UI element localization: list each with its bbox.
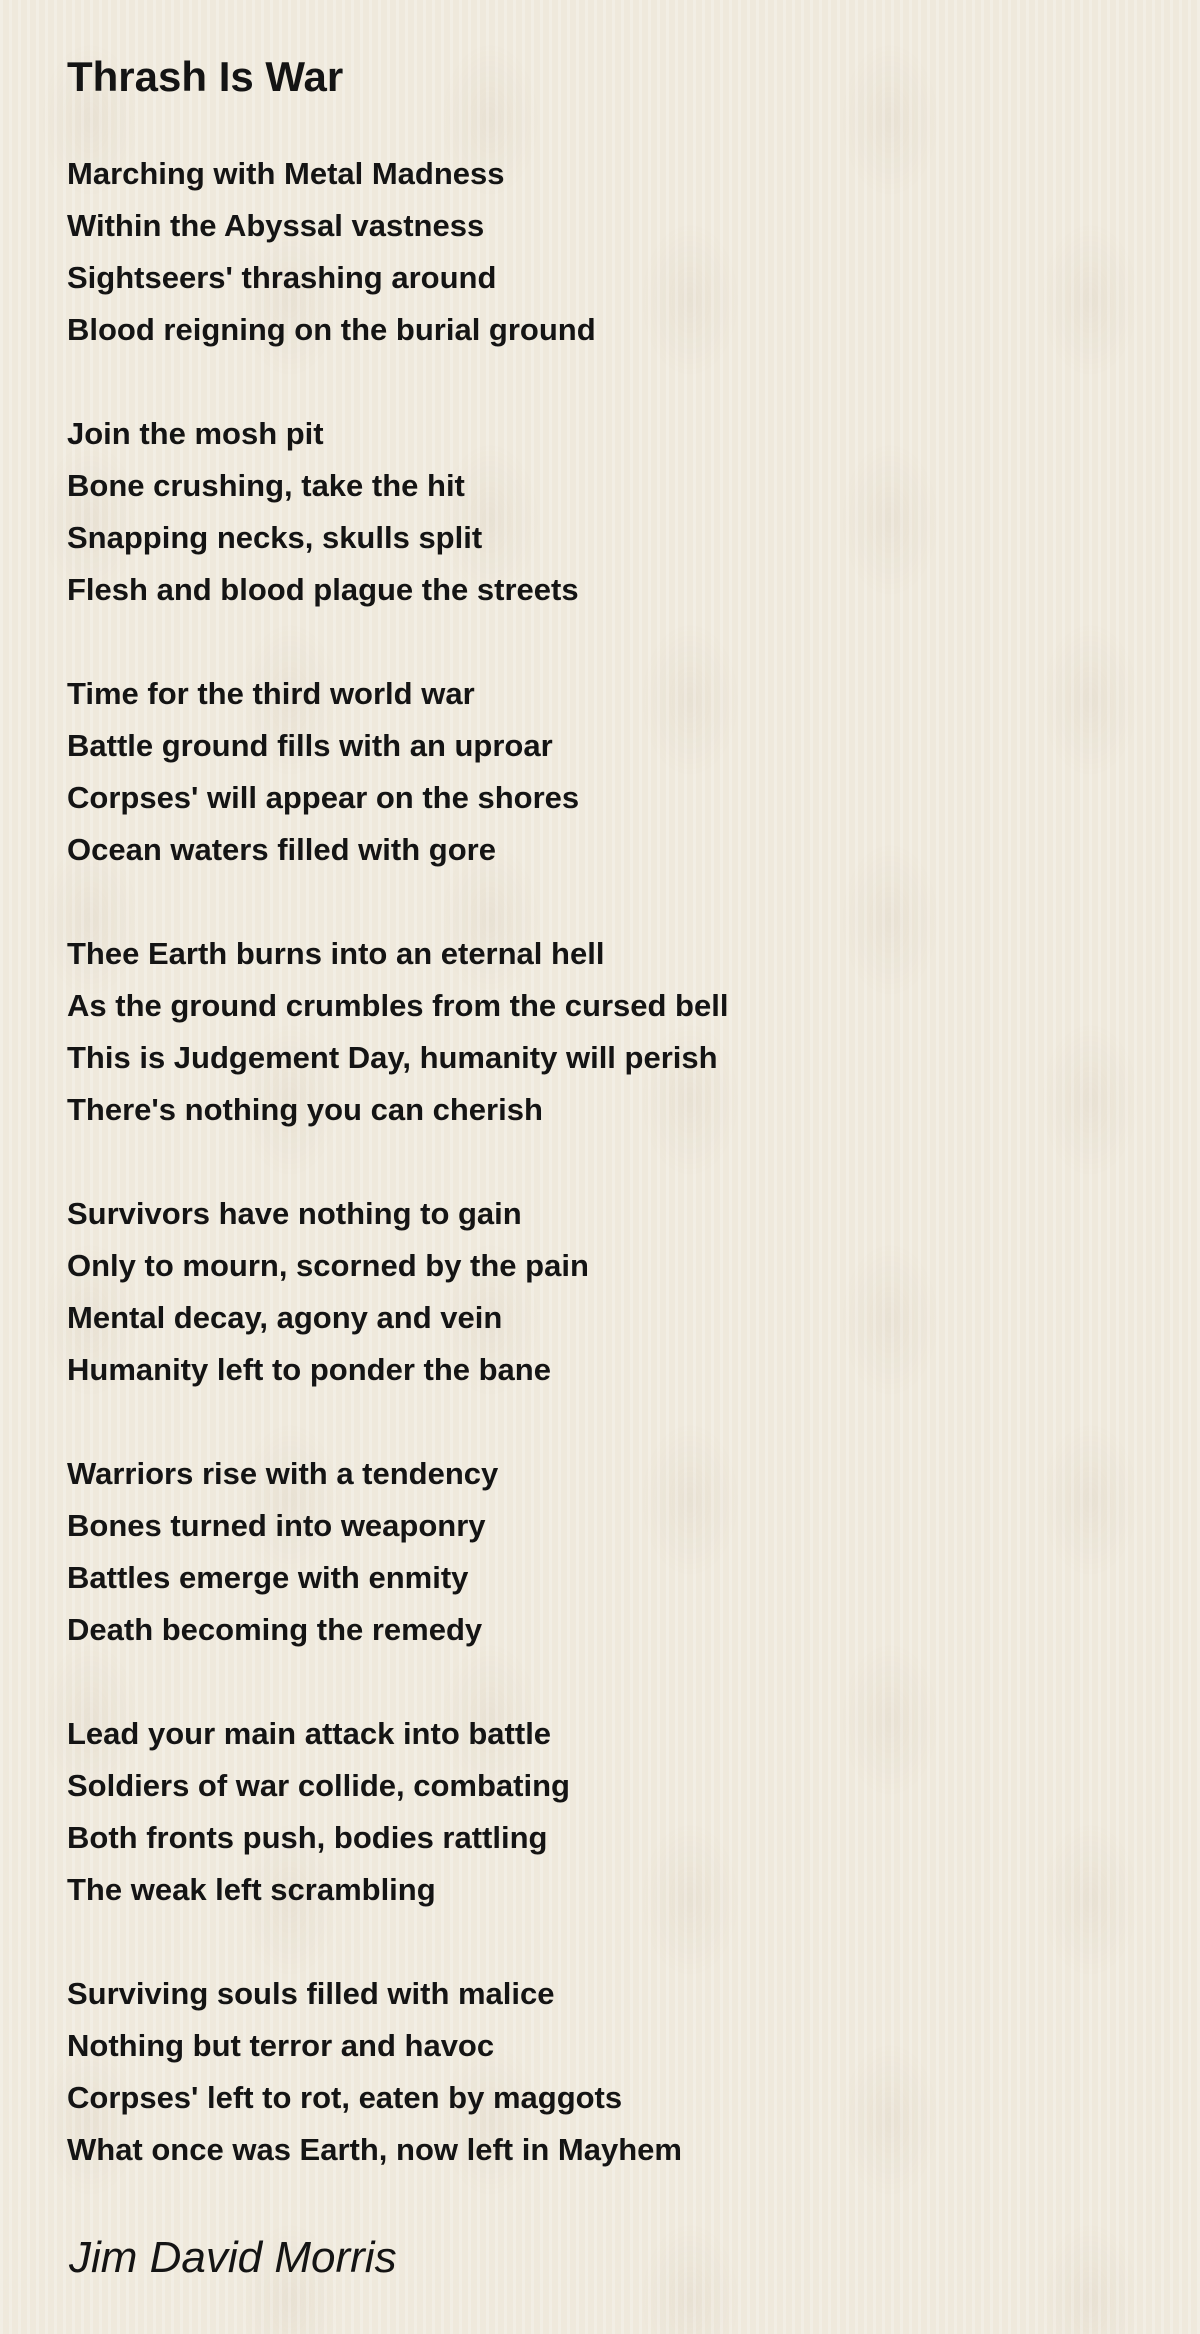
poem-line: Battles emerge with enmity (67, 1560, 469, 1595)
poem-line: There's nothing you can cherish (67, 1092, 543, 1127)
poem-line: Blood reigning on the burial ground (67, 312, 596, 347)
poem-title: Thrash Is War (67, 53, 344, 100)
stanza-6 (67, 1448, 728, 1656)
poem-body (67, 148, 728, 2228)
poem-line: The weak left scrambling (67, 1872, 436, 1907)
stanza-4 (67, 928, 728, 1136)
poem-line: Flesh and blood plague the streets (67, 572, 579, 607)
poem-line: Battle ground fills with an uproar (67, 728, 553, 763)
poem-line: Both fronts push, bodies rattling (67, 1820, 548, 1855)
poem-line: Sightseers' thrashing around (67, 260, 497, 295)
stanza-5 (67, 1188, 728, 1396)
stanza-3 (67, 668, 728, 876)
stanza-2 (67, 408, 728, 616)
poem-line: Corpses' will appear on the shores (67, 780, 580, 815)
poem-line: Corpses' left to rot, eaten by maggots (67, 2080, 623, 2115)
poem-line: Humanity left to ponder the bane (67, 1352, 551, 1387)
poem-line: Bones turned into weaponry (67, 1508, 486, 1543)
poem-line: Only to mourn, scorned by the pain (67, 1248, 589, 1283)
poem-line: Mental decay, agony and vein (67, 1300, 503, 1335)
poem-line: Surviving souls filled with malice (67, 1976, 555, 2011)
poem-author: Jim David Morris (69, 2233, 397, 2282)
poem-line: Time for the third world war (67, 676, 475, 711)
poem-line: Ocean waters filled with gore (67, 832, 496, 867)
poem-line: Marching with Metal Madness (67, 156, 505, 191)
poem-line: Nothing but terror and havoc (67, 2028, 495, 2063)
poem-line: This is Judgement Day, humanity will perish (67, 1040, 718, 1075)
poem-line: Thee Earth burns into an eternal hell (67, 936, 605, 971)
poem-line: Within the Abyssal vastness (67, 208, 485, 243)
poem-line: Bone crushing, take the hit (67, 468, 465, 503)
poem-line: Warriors rise with a tendency (67, 1456, 499, 1491)
poem-line: Soldiers of war collide, combating (67, 1768, 570, 1803)
stanza-1 (67, 148, 728, 356)
stanza-7 (67, 1708, 728, 1916)
poem-line: What once was Earth, now left in Mayhem (67, 2132, 682, 2167)
poem-line: Snapping necks, skulls split (67, 520, 483, 555)
poem-line: Join the mosh pit (67, 416, 324, 451)
stanza-8 (67, 1968, 728, 2176)
poem-line: As the ground crumbles from the cursed bell (67, 988, 729, 1023)
poem-line: Death becoming the remedy (67, 1612, 483, 1647)
poem-line: Survivors have nothing to gain (67, 1196, 522, 1231)
poem-line: Lead your main attack into battle (67, 1716, 552, 1751)
